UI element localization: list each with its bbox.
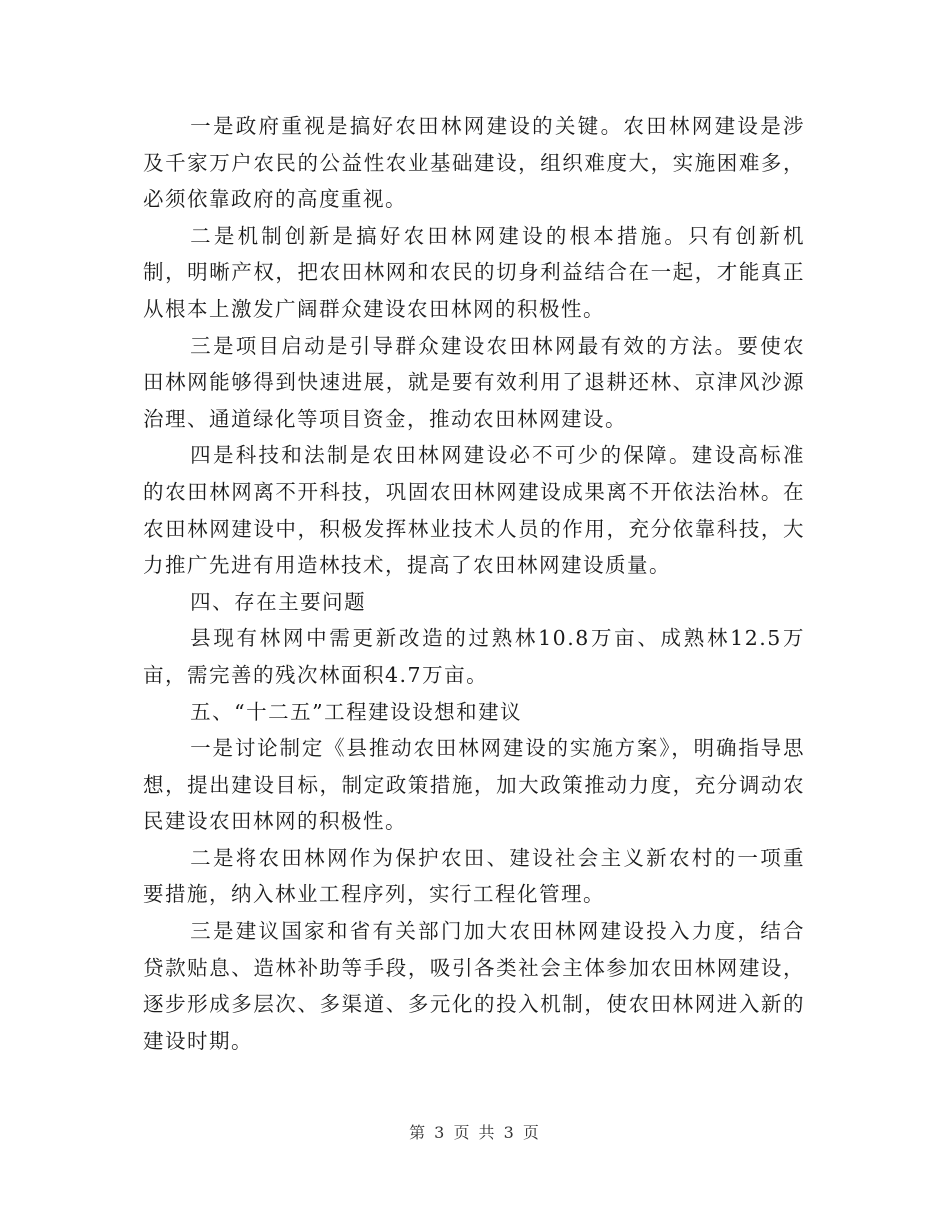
section-heading-5: 五、“十二五”工程建设设想和建议 — [190, 699, 523, 724]
paragraph-3: 三是项目启动是引导群众建设农田林网最有效的方法。要使农田林网能够得到快速进展，就是要有效利用了退耕还林、京津风沙源治理、通道绿化等项目资金，推动农田林网建设。 — [143, 333, 805, 431]
paragraph-8: 三是建议国家和省有关部门加大农田林网建设投入力度，结合贷款贴息、造林补助等手段，吸引各类社会主体参加农田林网建设，逐步形成多层次、多渠道、多元化的投入机制，使农田林网进入新的建设时期。 — [143, 919, 805, 1053]
paragraph-7: 二是将农田林网作为保护农田、建设社会主义新农村的一项重要措施，纳入林业工程序列，实行工程化管理。 — [143, 845, 805, 907]
paragraph-4: 四是科技和法制是农田林网建设必不可少的保障。建设高标准的农田林网离不开科技，巩固农田林网建设成果离不开依法治林。在农田林网建设中，积极发挥林业技术人员的作用，充分依靠科技，大力推广先进有用造林技术，提高了农田林网建设质量。 — [143, 443, 805, 578]
paragraph-1: 一是政府重视是搞好农田林网建设的关键。农田林网建设是涉及千家万户农民的公益性农业基础建设，组织难度大，实施困难多，必须依靠政府的高度重视。 — [143, 114, 805, 212]
page-footer: 第 3 页 共 3 页 — [409, 1123, 541, 1142]
paragraph-6: 一是讨论制定《县推动农田林网建设的实施方案》，明确指导思想，提出建设目标，制定政策措施，加大政策推动力度，充分调动农民建设农田林网的积极性。 — [143, 736, 805, 834]
section-heading-4: 四、存在主要问题 — [190, 589, 367, 614]
paragraph-5: 县现有林网中需更新改造的过熟林10.8万亩、成熟林12.5万亩，需完善的残次林面积4.7万亩。 — [143, 626, 805, 687]
document-body — [143, 108, 805, 1059]
paragraph-2: 二是机制创新是搞好农田林网建设的根本措施。只有创新机制，明晰产权，把农田林网和农民的切身利益结合在一起，才能真正从根本上激发广阔群众建设农田林网的积极性。 — [143, 223, 805, 321]
